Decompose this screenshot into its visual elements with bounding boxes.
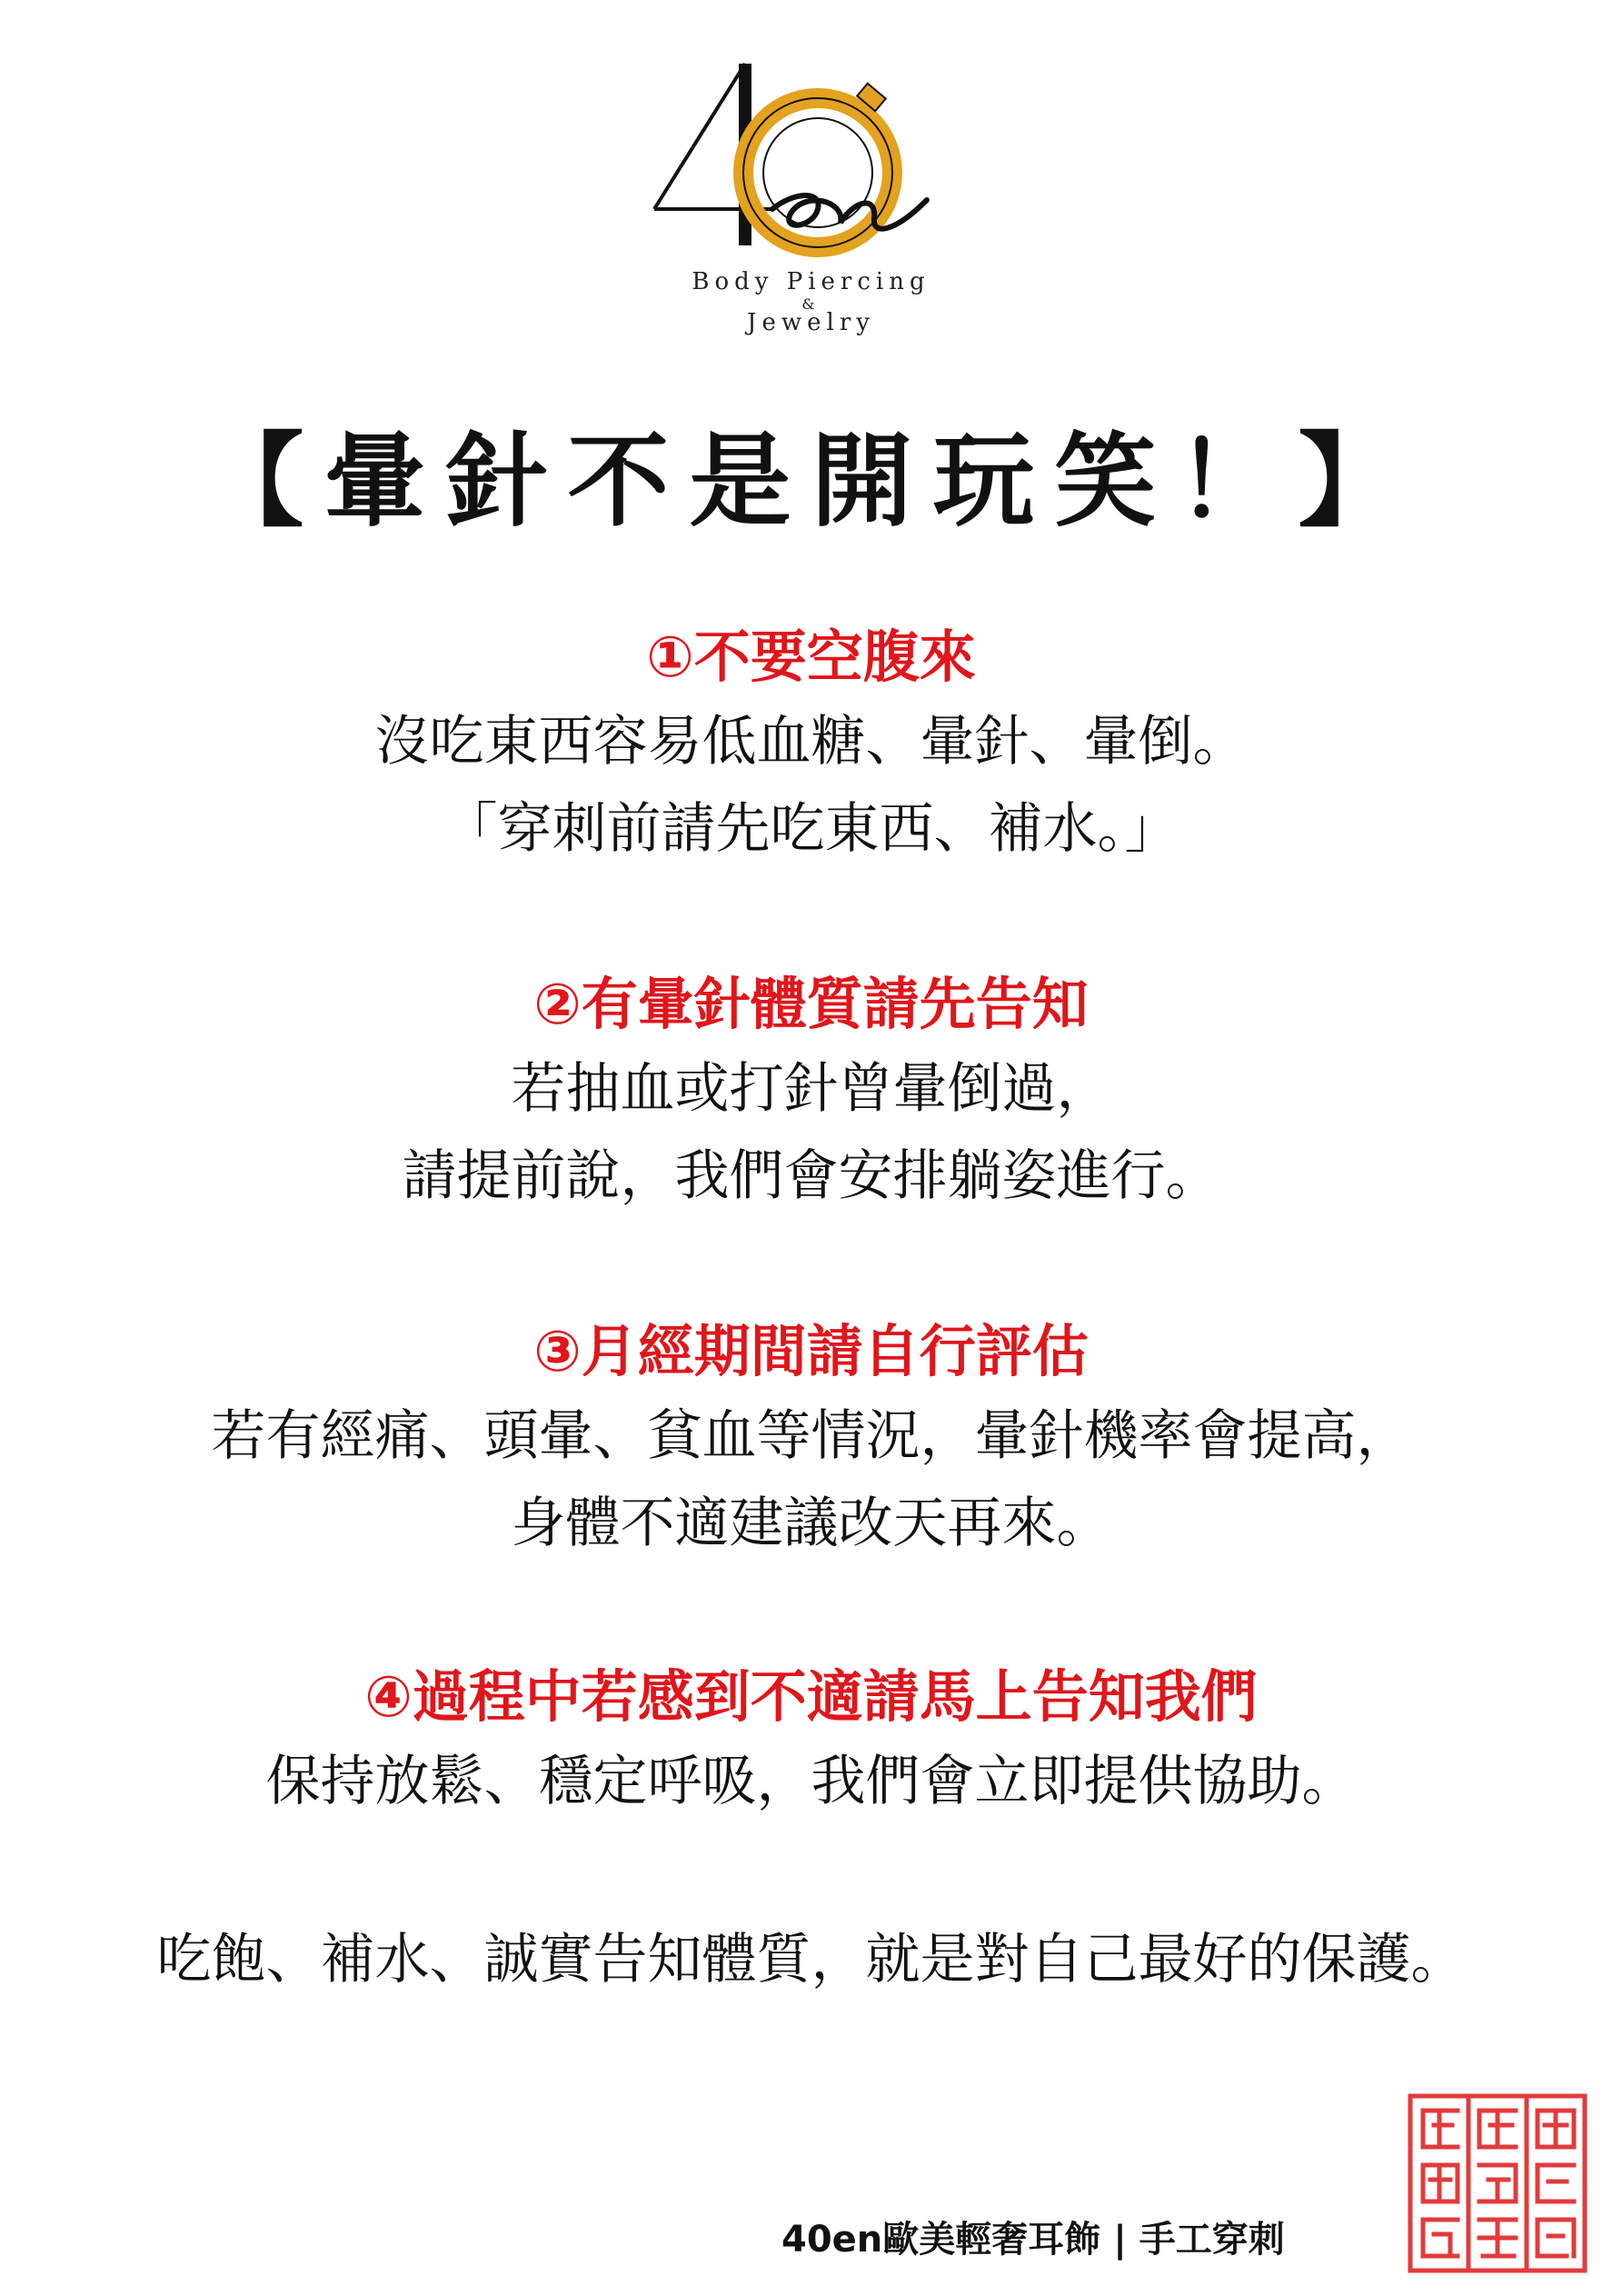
red-seal-stamp-icon [1407, 2092, 1588, 2274]
section-line: 若抽血或打針曾暈倒過， [511, 1057, 1111, 1121]
section-line: 保持放鬆、穩定呼吸，我們會立即提供協助。 [265, 1750, 1357, 1813]
section-title: ④過程中若感到不適請馬上告知我們 [364, 1663, 1258, 1730]
section-title: ①不要空腹來 [646, 624, 976, 690]
closing-statement: 吃飽、補水、誠實告知體質，就是對自己最好的保護。 [156, 1928, 1466, 1992]
section-title: ②有暈針體質請先告知 [533, 971, 1089, 1037]
page-title: 【暈針不是開玩笑！】 [202, 423, 1420, 541]
brand-tagline-2: Jewelry [747, 309, 875, 336]
section-line: 請提前說，我們會安排躺姿進行。 [402, 1144, 1220, 1208]
section-title: ③月經期間請自行評估 [533, 1318, 1089, 1384]
section-2 [0, 963, 1622, 1220]
section-line: 若有經痛、頭暈、貧血等情況，暈針機率會提高， [211, 1404, 1411, 1468]
section-line: 身體不適建議改天再來。 [511, 1492, 1111, 1555]
brand-tagline-1: Body Piercing [692, 268, 930, 295]
section-1 [0, 616, 1622, 873]
section-4 [0, 1656, 1622, 1825]
section-3 [0, 1311, 1622, 1567]
brand-ampersand: & [801, 295, 821, 313]
section-line: 「穿刺前請先吃東西、補水。」 [443, 797, 1179, 861]
section-line: 沒吃東西容易低血糖、暈針、暈倒。 [374, 710, 1248, 774]
footer-brand-text: 40en歐美輕奢耳飾 | 手工穿刺 [781, 2219, 1285, 2261]
